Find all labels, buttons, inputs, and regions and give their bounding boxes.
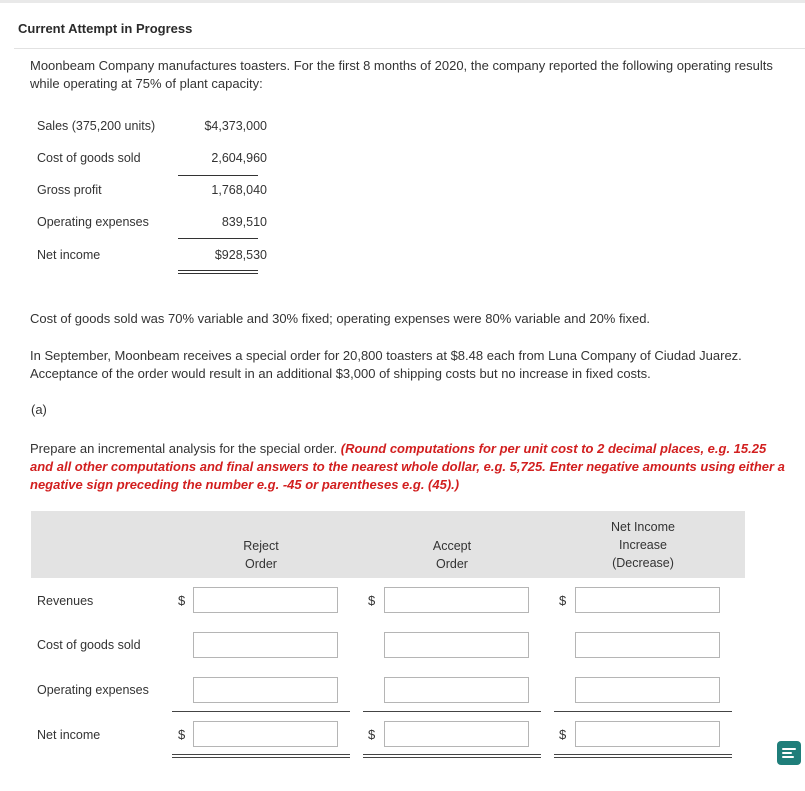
fin-label: Sales (375,200 units) <box>37 119 156 133</box>
instruction-text <box>30 440 790 494</box>
net-income-net-income-input[interactable] <box>575 721 720 747</box>
fin-value: $928,530 <box>214 248 267 262</box>
dollar-sign: $ <box>178 727 186 742</box>
fin-double-underline <box>178 273 258 274</box>
col-header-accept <box>402 537 502 573</box>
total-double-rule <box>554 757 732 758</box>
total-double-rule <box>172 757 350 758</box>
col-header-line: Net Income <box>611 520 675 534</box>
opex-reject-input[interactable] <box>193 677 338 703</box>
col-header-net-income <box>588 518 698 572</box>
fin-value: 1,768,040 <box>211 183 267 197</box>
fin-row-sales <box>37 119 267 139</box>
revenues-reject-input[interactable] <box>193 587 338 613</box>
col-header-line: (Decrease) <box>612 556 674 570</box>
fin-underline <box>178 175 258 176</box>
fin-double-underline <box>178 270 258 271</box>
dollar-sign: $ <box>178 593 186 608</box>
fin-value: 839,510 <box>221 215 267 229</box>
row-label-revenues: Revenues <box>37 594 94 608</box>
col-header-line: Increase <box>619 538 667 552</box>
fin-label: Cost of goods sold <box>37 151 141 165</box>
row-label-cogs: Cost of goods sold <box>37 638 141 652</box>
col-header-reject <box>211 537 311 573</box>
revenues-accept-input[interactable] <box>384 587 529 613</box>
fin-label: Operating expenses <box>37 215 149 229</box>
fin-row-gross-profit <box>37 183 267 203</box>
col-header-line: Order <box>436 557 468 571</box>
fin-row-cogs <box>37 151 267 171</box>
row-label-net-income: Net income <box>37 728 101 742</box>
header-divider <box>14 48 805 49</box>
cogs-reject-input[interactable] <box>193 632 338 658</box>
fin-value: $4,373,000 <box>204 119 267 133</box>
net-income-accept-input[interactable] <box>384 721 529 747</box>
cost-behavior-text: Cost of goods sold was 70% variable and 30% fixed; operating expenses were 80% variable and 20% fixed. <box>30 311 651 326</box>
chat-button[interactable] <box>777 741 801 765</box>
fin-underline <box>178 238 258 239</box>
dollar-sign: $ <box>559 727 567 742</box>
fin-label: Net income <box>37 248 101 262</box>
cogs-accept-input[interactable] <box>384 632 529 658</box>
instruction-note: (Round computations for per unit cost to 2 decimal places, e.g. 15.25 and all other computations and final answers to the nearest whole dollar, e.g. 5,725. Enter negative amounts using either a negative sign preceding the number e.g. -45 or parentheses e.g. (45).) <box>30 441 785 492</box>
opex-accept-input[interactable] <box>384 677 529 703</box>
col-header-line: Reject <box>243 539 279 553</box>
total-double-rule <box>363 757 541 758</box>
total-double-rule <box>172 754 350 755</box>
fin-value: 2,604,960 <box>211 151 267 165</box>
row-label-opex: Operating expenses <box>37 683 149 697</box>
subtotal-rule <box>363 711 541 712</box>
part-label: (a) <box>31 402 47 417</box>
total-double-rule <box>363 754 541 755</box>
revenues-net-income-input[interactable] <box>575 587 720 613</box>
special-order-text: In September, Moonbeam receives a special order for 20,800 toasters at $8.48 each from Luna Company of Ciudad Juarez. Acceptance of the order would result in an additional $3,000 of shipping costs but no increase in fixed costs. <box>30 348 742 381</box>
total-double-rule <box>554 754 732 755</box>
page-title: Current Attempt in Progress <box>18 21 193 36</box>
dollar-sign: $ <box>559 593 567 608</box>
top-border <box>0 0 805 3</box>
col-header-line: Accept <box>432 539 472 553</box>
fin-row-net-income <box>37 248 267 268</box>
subtotal-rule <box>554 711 732 712</box>
opex-net-income-input[interactable] <box>575 677 720 703</box>
net-income-reject-input[interactable] <box>193 721 338 747</box>
dollar-sign: $ <box>368 593 376 608</box>
cogs-net-income-input[interactable] <box>575 632 720 658</box>
fin-label: Gross profit <box>37 183 102 197</box>
fin-row-opex <box>37 215 267 235</box>
col-header-line: Order <box>245 557 277 571</box>
problem-intro: Moonbeam Company manufactures toasters. For the first 8 months of 2020, the company reported the following operating results while operating at 75% of plant capacity: <box>30 58 773 91</box>
subtotal-rule <box>172 711 350 712</box>
dollar-sign: $ <box>368 727 376 742</box>
instruction-main: Prepare an incremental analysis for the special order. <box>30 441 338 456</box>
